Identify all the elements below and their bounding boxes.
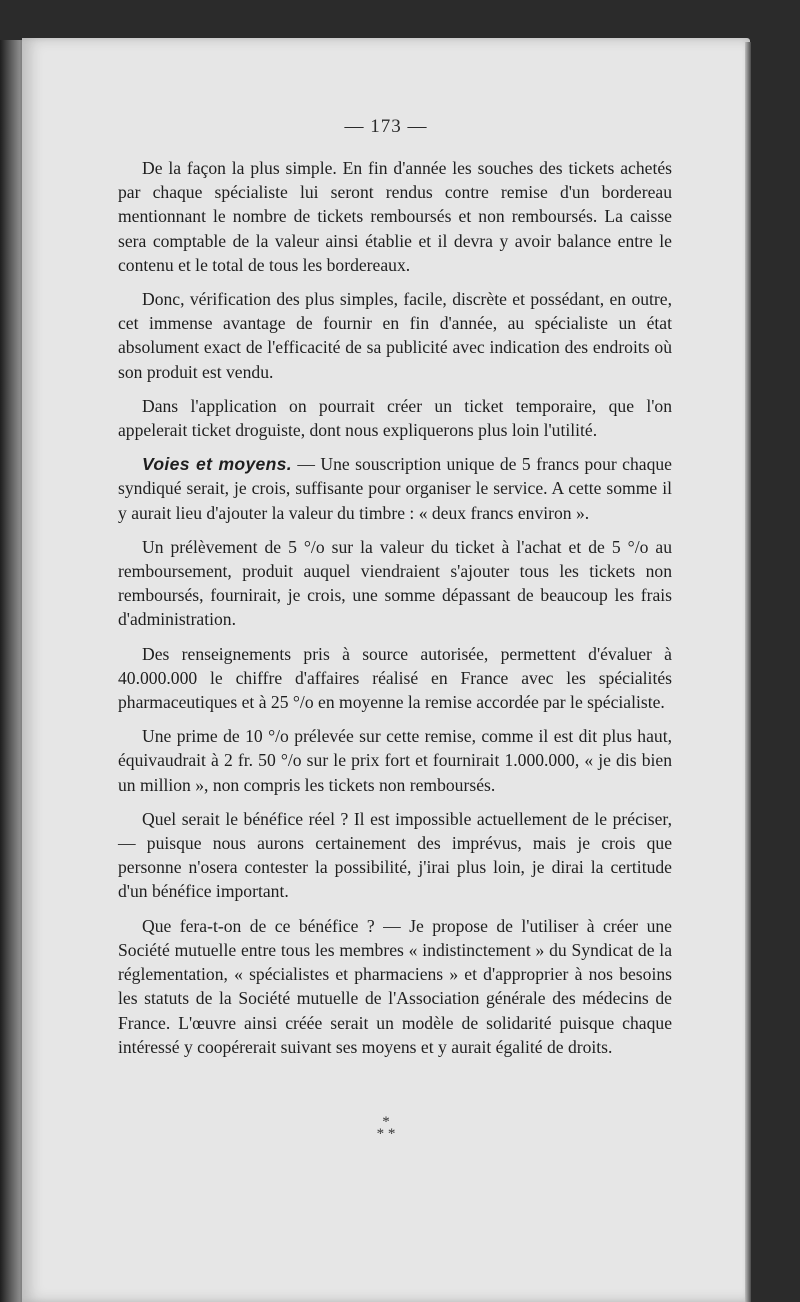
- page-edge-shadow: [745, 42, 751, 1302]
- page-number: — 173 —: [344, 116, 428, 137]
- page-body: [118, 156, 672, 1069]
- asterism: [22, 1116, 750, 1140]
- paragraph-2: Donc, vérification des plus simples, facile, discrète et possédant, en outre, cet immense avantage de fournir en fin d'année, au spécialiste un état absolument exact de l'efficacité de sa publicité avec indication des endroits où son produit est vendu.: [118, 289, 672, 382]
- paragraph-3: Dans l'application on pourrait créer un ticket temporaire, que l'on appelerait ticket droguiste, dont nous expliquerons plus loin l'utilité.: [118, 395, 672, 441]
- paragraph-1: De la façon la plus simple. En fin d'année les souches des tickets achetés par chaque spécialiste lui seront rendus contre remise d'un bordereau mentionnant le nombre de tickets remboursés et non remboursés. La caisse sera comptable de la valeur ainsi établie et il devra y avoir balance entre le contenu et le total de tous les bordereaux.: [118, 158, 672, 275]
- paragraph-7: Une prime de 10 °/o prélevée sur cette remise, comme il est dit plus haut, équivaudrait à 2 fr. 50 °/o sur le prix fort et fournirait 1.000.000, « je dis bien un million », non compris les tickets non remboursés.: [118, 726, 672, 795]
- paragraph-9: Que fera-t-on de ce bénéfice ? — Je propose de l'utiliser à créer une Société mutuelle entre tous les membres « indistinctement » du Syndicat de la réglementation, « spécialistes et pharmaciens » et d'approprier à nos besoins les statuts de la Société mutuelle de l'Association générale des médecins de France. L'œuvre ainsi créée serait un modèle de solidarité puisque chaque intéressé y coopérerait suivant ses moyens et y aurait égalité de droits.: [118, 915, 672, 1057]
- paragraph-5: Un prélèvement de 5 °/o sur la valeur du ticket à l'achat et de 5 °/o au remboursement, produit auquel viendraient s'ajouter tous les tickets non remboursés, fournirait, je crois, une somme dépassant de beaucoup les frais d'administration.: [118, 536, 672, 630]
- section-lead: Voies et moyens.: [142, 454, 292, 475]
- paragraph-4: [118, 452, 672, 525]
- asterism-bottom: * *: [376, 1126, 396, 1142]
- paragraph-4-text: — Une souscription unique de 5 francs pour chaque syndiqué serait, je crois, suffisante pour organiser le service. A cette somme il y aurait lieu d'ajouter la valeur du timbre : « deux francs environ ».: [118, 454, 672, 523]
- paragraph-8: Quel serait le bénéfice réel ? Il est impossible actuellement de le préciser, — puisque nous aurons certainement des imprévus, mais je crois que personne n'osera contester la possibilité, j'irai plus loin, je dirai la certitude d'un bénéfice important.: [118, 808, 672, 902]
- paragraph-6: Des renseignements pris à source autorisée, permettent d'évaluer à 40.000.000 le chiffre d'affaires réalisé en France avec les spécialités pharmaceutiques et à 25 °/o en moyenne la remise accordée par le spécialiste.: [118, 643, 672, 713]
- asterism-top: *: [382, 1114, 390, 1130]
- book-page: [22, 38, 750, 1302]
